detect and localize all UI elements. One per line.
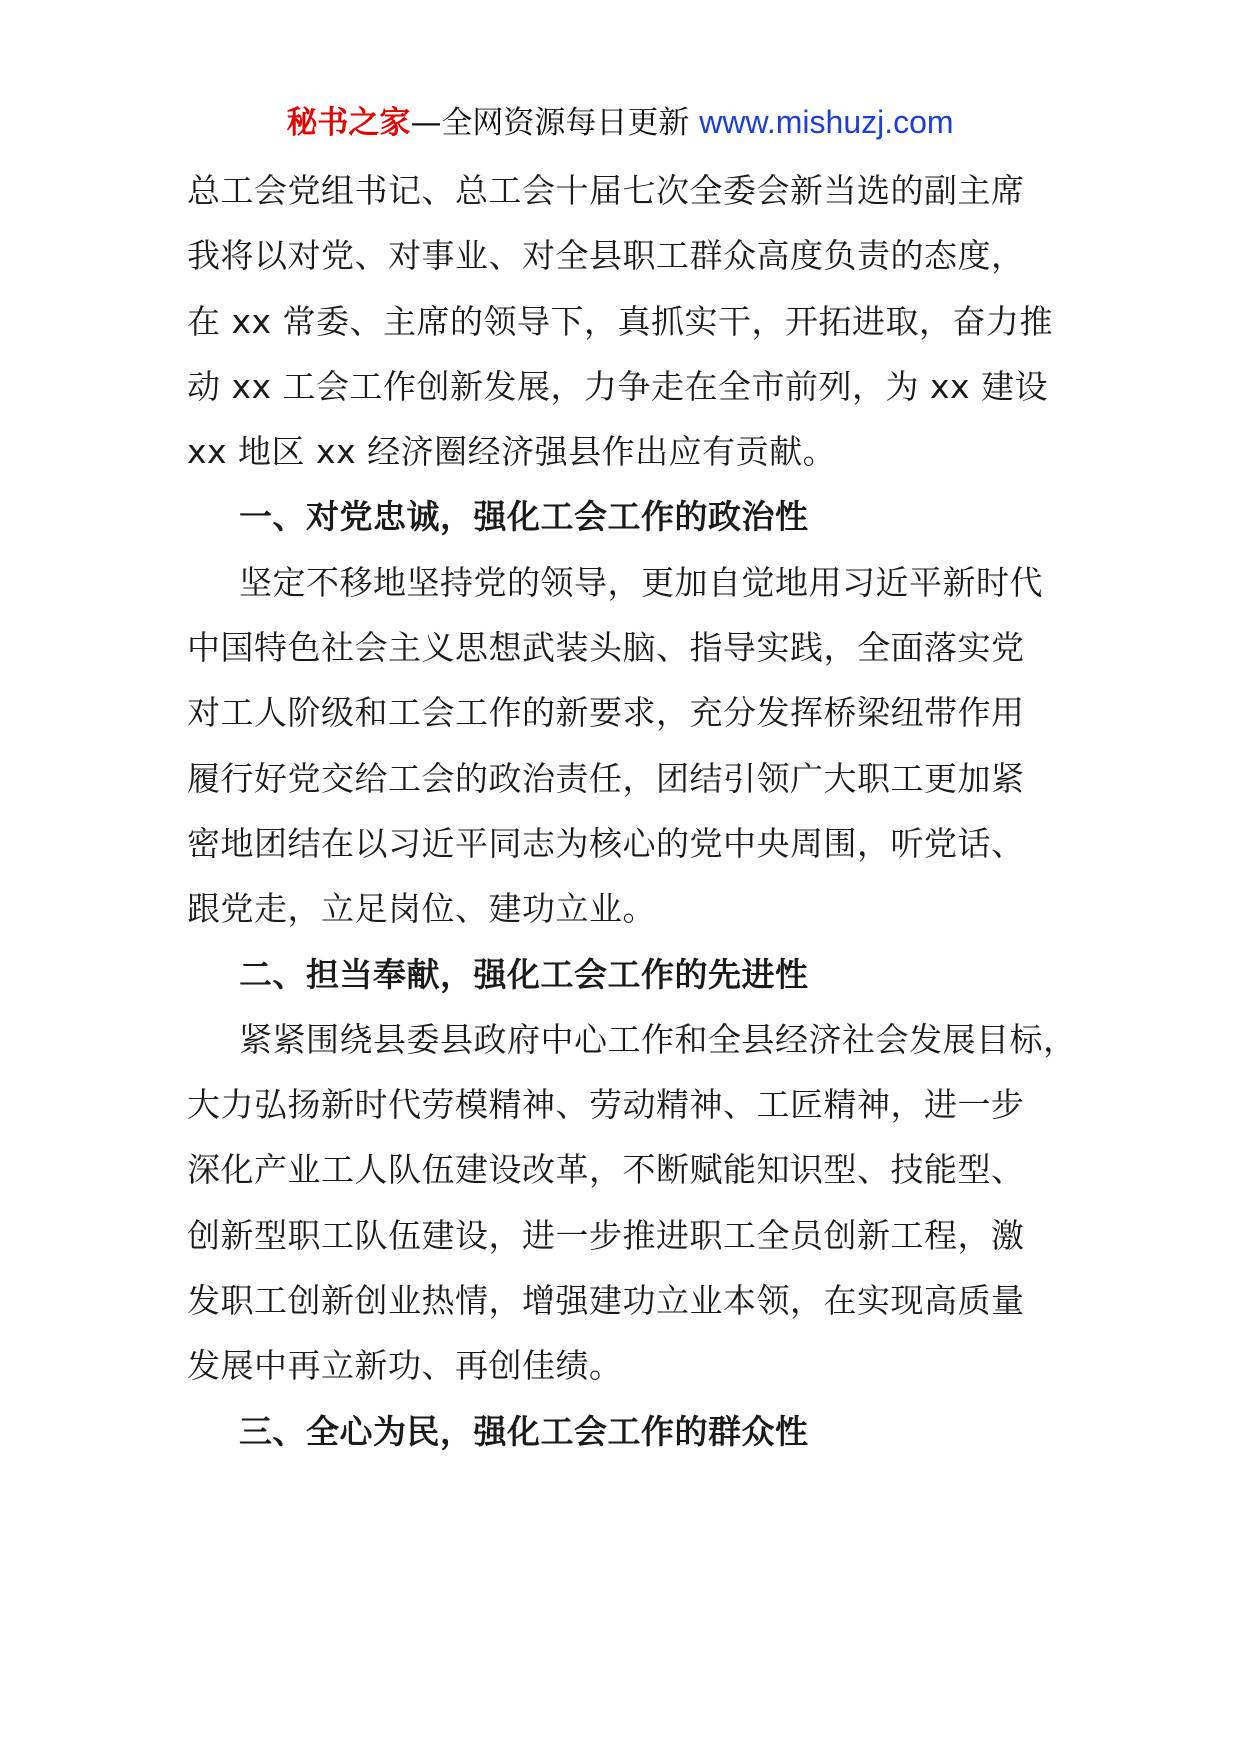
body-line: 中国特色社会主义思想武装头脑、指导实践，全面落实党 <box>187 628 1025 668</box>
header-tagline: —全网资源每日更新 <box>410 105 700 141</box>
body-line: 深化产业工人队伍建设改革，不断赋能知识型、技能型、 <box>187 1150 1025 1190</box>
body-line: 我将以对党、对事业、对全县职工群众高度负责的态度， <box>187 236 1025 276</box>
body-line: 对工人阶级和工会工作的新要求，充分发挥桥梁纽带作用 <box>187 693 1025 733</box>
site-url[interactable]: www.mishuzj.com <box>699 104 954 140</box>
body-line: 在 xx 常委、主席的领导下，真抓实干，开拓进取，奋力推 <box>187 301 1054 341</box>
paragraph-first-line: 坚定不移地坚持党的领导，更加自觉地用习近平新时代 <box>239 562 1043 602</box>
brand-name: 秘书之家 <box>286 105 411 141</box>
document-body <box>187 158 1077 1464</box>
site-header <box>0 100 1240 145</box>
body-line: 创新型职工队伍建设，进一步推进职工全员创新工程，激 <box>187 1215 1025 1255</box>
body-line: 发职工创新创业热情，增强建功立业本领，在实现高质量 <box>187 1281 1025 1321</box>
section-heading-2: 二、担当奉献，强化工会工作的先进性 <box>239 954 809 994</box>
section-heading-3: 三、全心为民，强化工会工作的群众性 <box>239 1411 809 1451</box>
body-line: 密地团结在以习近平同志为核心的党中央周围，听党话、 <box>187 823 1025 863</box>
body-line: 履行好党交给工会的政治责任，团结引领广大职工更加紧 <box>187 758 1025 798</box>
paragraph-first-line: 紧紧围绕县委县政府中心工作和全县经济社会发展目标， <box>239 1019 1077 1059</box>
body-line: xx 地区 xx 经济圈经济强县作出应有贡献。 <box>187 432 837 472</box>
body-line: 发展中再立新功、再创佳绩。 <box>187 1346 623 1386</box>
body-line: 总工会党组书记、总工会十届七次全委会新当选的副主席 <box>187 171 1025 210</box>
body-line: 大力弘扬新时代劳模精神、劳动精神、工匠精神，进一步 <box>187 1085 1025 1125</box>
body-line: 跟党走，立足岗位、建功立业。 <box>187 889 656 929</box>
section-heading-1: 一、对党忠诚，强化工会工作的政治性 <box>239 497 809 537</box>
body-line: 动 xx 工会工作创新发展，力争走在全市前列，为 xx 建设 <box>187 366 1049 406</box>
